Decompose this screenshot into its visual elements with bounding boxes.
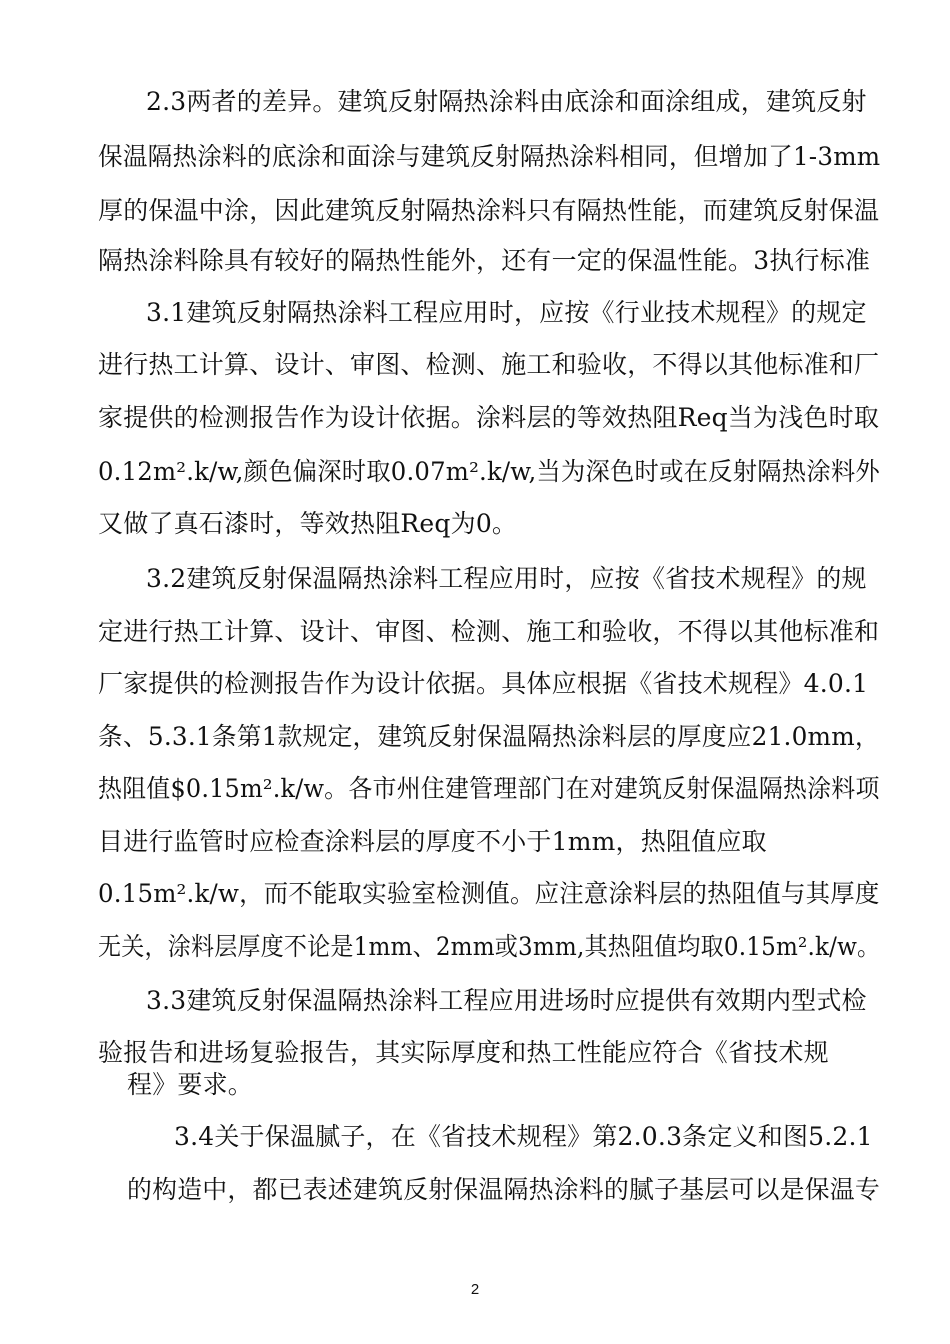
text-line-11: 定进行热工计算、设计、审图、检测、施工和验收，不得以其他标准和 bbox=[98, 617, 880, 646]
text-line-4: 隔热涂料除具有较好的隔热性能外，还有一定的保温性能。3执行标准 bbox=[98, 246, 871, 275]
text-line-22: 的构造中，都已表述建筑反射保温隔热涂料的腻子基层可以是保温专 bbox=[127, 1175, 880, 1204]
text-line-2: 保温隔热涂料的底涂和面涂与建筑反射隔热涂料相同，但增加了1-3mm bbox=[98, 142, 881, 171]
text-line-14: 热阻值$0.15m².k/w。各市州住建管理部门在对建筑反射保温隔热涂料项 bbox=[98, 774, 880, 803]
text-line-10: 3.2建筑反射保温隔热涂料工程应用时，应按《省技术规程》的规 bbox=[146, 564, 867, 593]
text-line-16: 0.15m².k/w，而不能取实验室检测值。应注意涂料层的热阻值与其厚度 bbox=[98, 879, 880, 908]
text-line-1: 2.3两者的差异。建筑反射隔热涂料由底涂和面涂组成，建筑反射 bbox=[146, 87, 867, 116]
text-line-13: 条、5.3.1条第1款规定，建筑反射保温隔热涂料层的厚度应21.0mm， bbox=[98, 722, 880, 751]
text-line-3: 厚的保温中涂，因此建筑反射隔热涂料只有隔热性能，而建筑反射保温 bbox=[98, 196, 880, 225]
text-line-8: 0.12m².k/w,颜色偏深时取0.07m².k/w,当为深色时或在反射隔热涂料外 bbox=[98, 457, 880, 486]
text-line-7: 家提供的检测报告作为设计依据。涂料层的等效热阻Req当为浅色时取 bbox=[98, 403, 880, 432]
text-line-20: 程》要求。 bbox=[127, 1070, 254, 1099]
text-line-18: 3.3建筑反射保温隔热涂料工程应用进场时应提供有效期内型式检 bbox=[146, 986, 867, 1015]
text-line-5: 3.1建筑反射隔热涂料工程应用时，应按《行业技术规程》的规定 bbox=[146, 298, 867, 327]
text-line-15: 目进行监管时应检查涂料层的厚度不小于1mm，热阻值应取 bbox=[98, 827, 767, 856]
text-line-9: 又做了真石漆时，等效热阻Req为0。 bbox=[98, 509, 518, 538]
text-line-21: 3.4关于保温腻子，在《省技术规程》第2.0.3条定义和图5.2.1 bbox=[174, 1122, 873, 1151]
page-number: 2 bbox=[470, 1281, 480, 1298]
text-line-6: 进行热工计算、设计、审图、检测、施工和验收，不得以其他标准和厂 bbox=[98, 350, 880, 379]
text-line-19: 验报告和进场复验报告，其实际厚度和热工性能应符合《省技术规 bbox=[98, 1038, 829, 1067]
text-line-12: 厂家提供的检测报告作为设计依据。具体应根据《省技术规程》4.0.1 bbox=[98, 669, 869, 698]
text-line-17: 无关，涂料层厚度不论是1mm、2mm或3mm,其热阻值均取0.15m².k/w。 bbox=[98, 932, 881, 961]
